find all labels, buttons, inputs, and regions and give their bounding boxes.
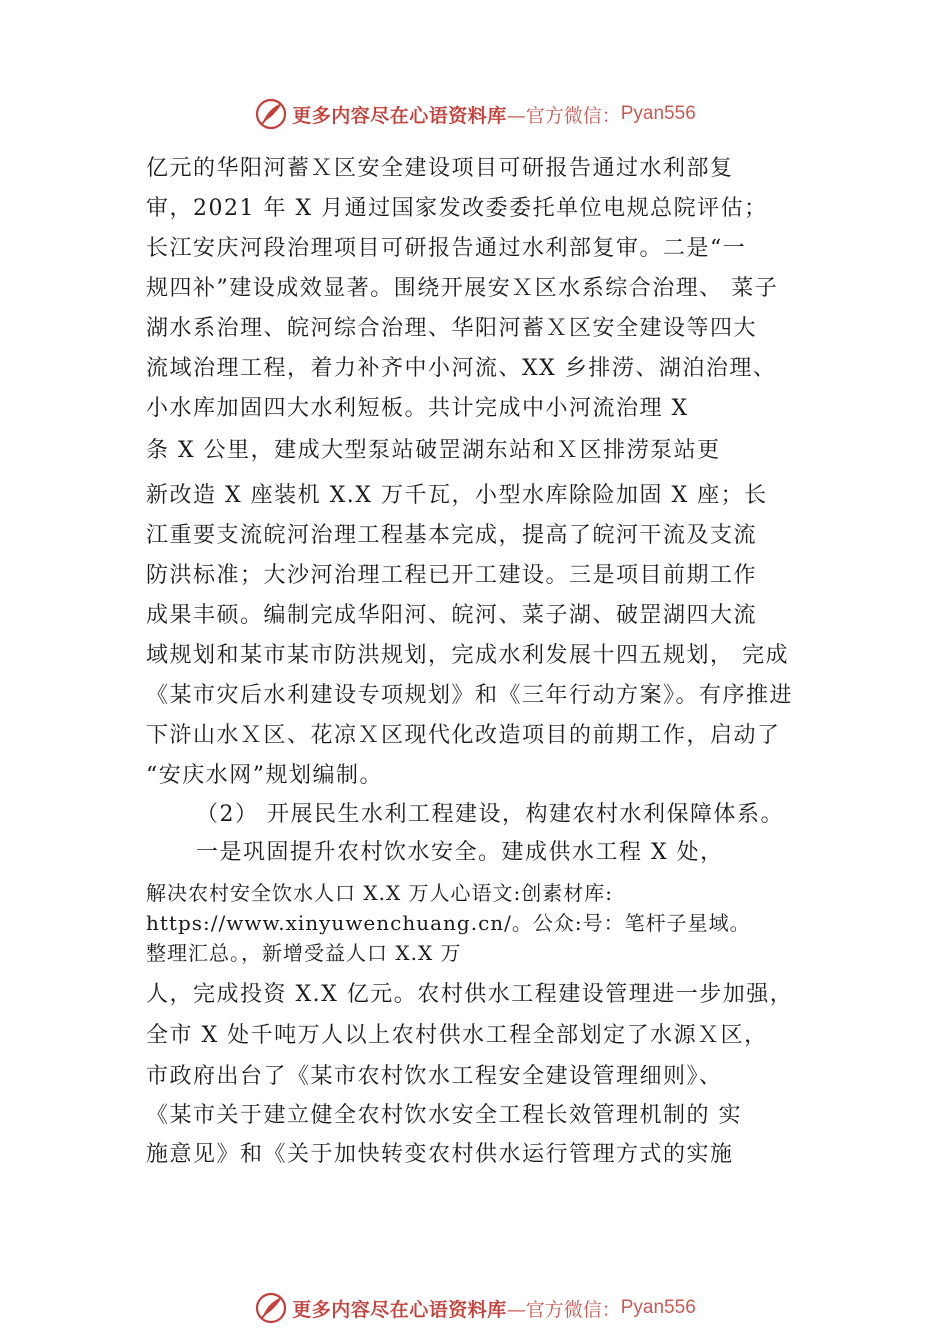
body-line: 施意见》和《关于加快转变农村供水运行管理方式的实施 <box>146 1142 734 1167</box>
body-line: 审，2021 年 X 月通过国家发改委委托单位电规总院评估； <box>146 196 768 221</box>
watermark-id-text: Pyan556 <box>620 103 696 124</box>
body-line: 《某市灾后水利建设专项规划》和《三年行动方案》。有序推进 <box>146 683 794 708</box>
body-line: 湖水系治理、皖河综合治理、华阳河蓄Ｘ区安全建设等四大 <box>146 316 758 341</box>
body-line: 解决农村安全饮水人口 X.X 万人心语文:创素材库: <box>146 881 614 905</box>
watermark-header <box>0 94 950 134</box>
section-heading: （2） 开展民生水利工程建设，构建农村水利保障体系。 <box>196 802 784 827</box>
body-line: 全市 X 处千吨万人以上农村供水工程全部划定了水源Ｘ区， <box>146 1023 768 1048</box>
body-line: 小水库加固四大水利短板。共计完成中小河流治理 X <box>146 396 689 421</box>
body-line: 成果丰硕。编制完成华阳河、皖河、菜子湖、破罡湖四大流 <box>146 603 758 628</box>
watermark-id-text: Pyan556 <box>620 1297 696 1318</box>
body-line: 江重要支流皖河治理工程基本完成，提高了皖河干流及支流 <box>146 523 758 548</box>
body-line: 流域治理工程，着力补齐中小河流、XX 乡排涝、湖泊治理、 <box>146 356 777 381</box>
watermark-main-text: 更多内容尽在心语资料库 <box>292 104 507 127</box>
quill-logo-icon <box>254 1291 288 1325</box>
body-line-url: https://www.xinyuwenchuang.cn/。公众:号：笔杆子星域。 <box>146 911 751 935</box>
body-line: 新改造 X 座装机 X.X 万千瓦，小型水库除险加固 X 座；长 <box>146 483 768 508</box>
watermark-sub-text: —官方微信： <box>506 1298 621 1321</box>
body-line: 整理汇总。，新增受益人口 X.X 万 <box>146 941 462 965</box>
watermark-sub-text: —官方微信： <box>506 104 621 127</box>
watermark-footer <box>0 1288 950 1328</box>
body-line: 规四补”建设成效显著。围绕开展安Ｘ区水系综合治理、 菜子 <box>146 276 779 301</box>
body-line: 亿元的华阳河蓄Ｘ区安全建设项目可研报告通过水利部复 <box>146 156 734 181</box>
body-line: 防洪标准；大沙河治理工程已开工建设。三是项目前期工作 <box>146 563 758 588</box>
body-line: “安庆水网”规划编制。 <box>146 763 383 788</box>
body-line: 下浒山水Ｘ区、花凉Ｘ区现代化改造项目的前期工作，启动了 <box>146 723 781 748</box>
watermark-main-text: 更多内容尽在心语资料库 <box>292 1298 507 1321</box>
body-line: 一是巩固提升农村饮水安全。建成供水工程 X 处， <box>196 840 724 865</box>
body-line: 市政府出台了《某市农村饮水工程安全建设管理细则》、 <box>146 1064 723 1089</box>
body-line: 长江安庆河段治理项目可研报告通过水利部复审。二是“一 <box>146 236 747 261</box>
quill-logo-icon <box>254 97 288 131</box>
body-line: 域规划和某市某市防洪规划，完成水利发展十四五规划， 完成 <box>146 643 789 668</box>
body-line: 条 X 公里，建成大型泵站破罡湖东站和Ｘ区排涝泵站更 <box>146 438 721 463</box>
body-line: 人，完成投资 X.X 亿元。农村供水工程建设管理进一步加强， <box>146 982 794 1007</box>
body-line: 《某市关于建立健全农村饮水安全工程长效管理机制的 实 <box>146 1103 742 1128</box>
